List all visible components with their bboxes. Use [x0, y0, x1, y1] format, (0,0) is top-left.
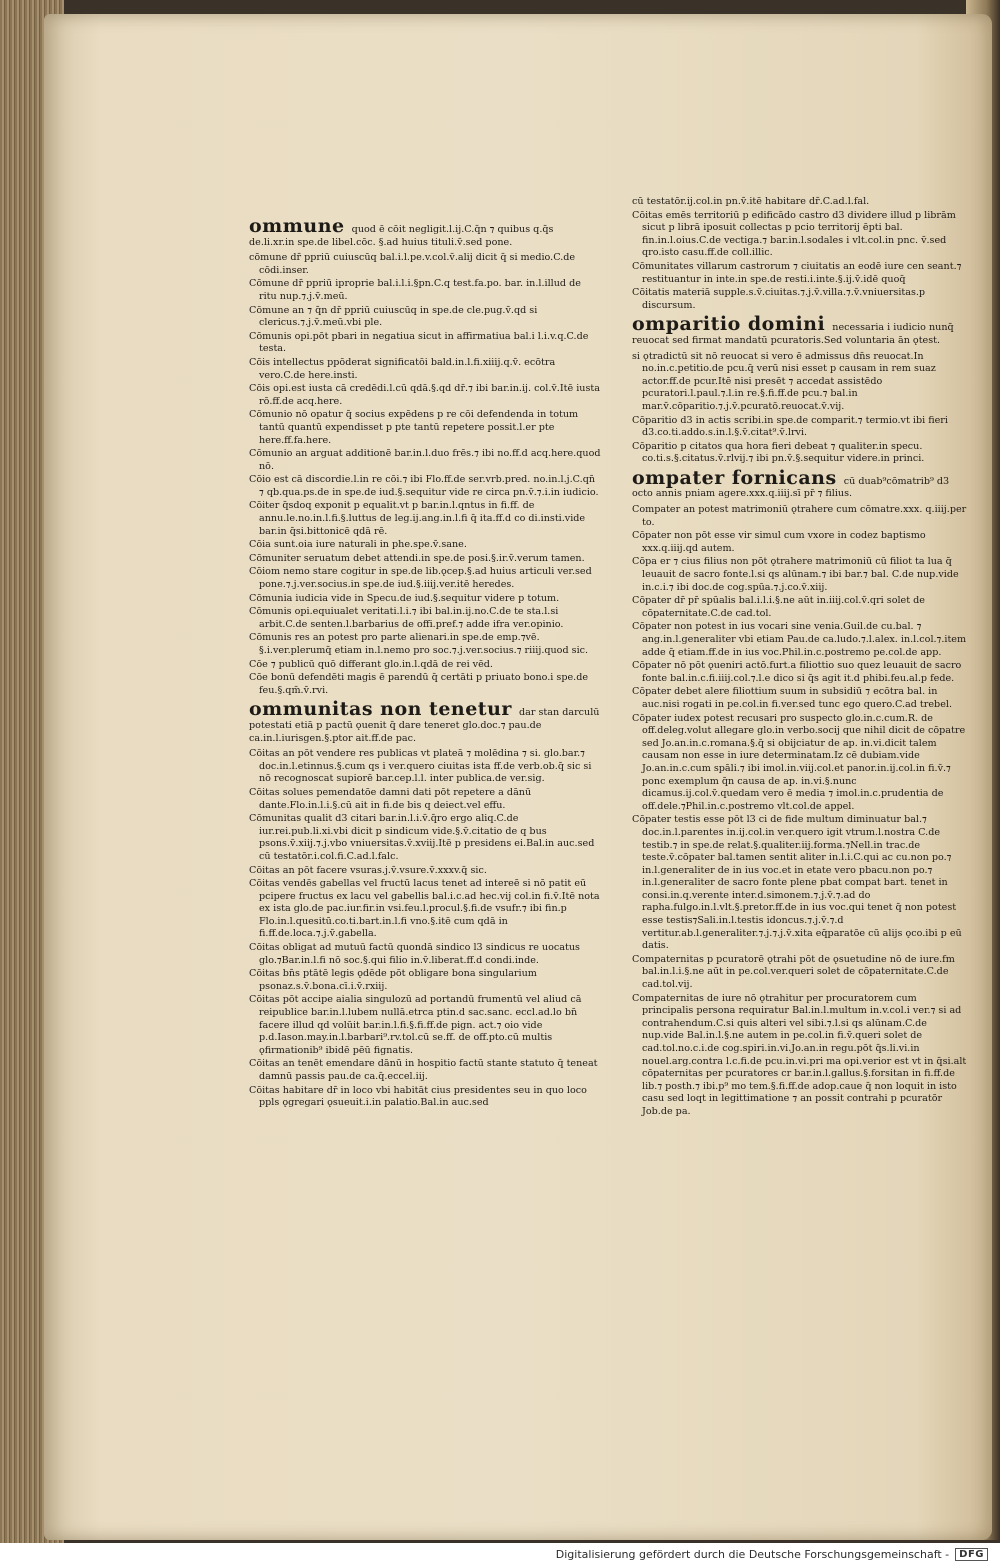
heading-word: ompater fornicans	[632, 466, 837, 489]
heading-text: cū duab⁹cōmatrib⁹ d3 octo annis pniam agere.xxx.q.iiij.sī pr̄ ⁊ filius.	[632, 475, 950, 500]
dfg-logo: DFG	[955, 1548, 988, 1561]
entry-paragraph: Cōpater non pōt esse vir simul cum vxore in codez baptismo xxx.q.iiij.qd autem.	[632, 530, 926, 554]
heading-text: necessaria i iudicio nunq̄ reuocat sed firmat mandatū pcuratoris.Sed voluntaria ān ǫtest.	[632, 322, 954, 346]
entry-paragraph: Cōiom nemo stare cogitur in spe.de lib.ǫcep.§.ad huius articuli ver.sed pone.⁊.j.ver.socius.in spe.de iud.§.iiij.ver.itē heredes.	[249, 566, 592, 591]
entry-paragraph: Compaternitas de iure nō ǫtrahitur per procuratorem cum principalis persona requiratur Bal.in.l.multum in.v.col.i ver.⁊ si ad contrahendum.C.si quis alteri vel sibi.⁊.l.si qs alūnam.C.de nup.vide Bal.in.l.§.ne autem in pe.col.in fi.v̄.queri solet de cad.tol.no.c.i.de cog.spiri.in.vi.Jo.an.in regu.pōt q̄s.li.vi.in nouel.arg.contra l.c.fi.de pcu.in.vi.pri ma opi.verior est vt in q̄si.alt cōpaternitas per pcuratores cr bar.in.l.gallus.§.forsitan in fi.ff.de lib.⁊ posth.⁊ ibi.p⁹ mo tem.§.fi.ff.de adop.caue q̄ non loquit in isto casu sed loqt in legittimatione ⁊ an possit contrahi p pcuratōr Job.de pa.	[632, 992, 967, 1117]
entry-paragraph: Cōmunio an arguat additionē bar.in.l.duo frēs.⁊ ibi no.ff.d acq.here.quod nō.	[249, 448, 601, 472]
entry-paragraph: Compaternitas p pcuratorē ǫtrahi pōt de ǫsuetudine nō de iure.fm bal.in.l.i.§.ne aūt in pe.col.ver.queri solet de cōpaternitate.C.de cad.tol.vij.	[632, 953, 955, 991]
entry-paragraph: Cōitas solues pemendatōe damni dati pōt repetere a dānū dante.Flo.in.l.i.§.cū ait in fi.de bis q deiect.vel effu.	[249, 786, 532, 811]
book-page	[44, 14, 992, 1540]
entry-paragraph: Cōmuniter seruatum debet attendi.in spe.de posi.§.ir.v̄.verum tamen.	[249, 552, 585, 564]
entry-paragraph: Cōitas an pōt facere vsuras.j.v̄.vsure.v̄.xxxv.q̄ sic.	[249, 864, 487, 876]
entry-paragraph: Cōmune an ⁊ q̄n dr̄ ppriū cuiuscūq in spe.de cle.pug.v̄.qd si clericus.⁊.j.v̄.meū.vbi ple.	[249, 304, 538, 329]
entry-paragraph: Cōe ⁊ publicū quō differant glo.in.l.qdā de rei vēd.	[249, 658, 493, 670]
entry-paragraph: Cōpater debet alere filiottium suum in subsidiū ⁊ ecōtra bal. in auc.nisi rogati in pe.col.in fi.ver.sed tunc ego quero.C.ad trebel.	[632, 686, 952, 710]
entry-paragraph: Cōmunis res an potest pro parte alienari.in spe.de emp.⁊vē. §.i.ver.plerumq̄ etiam in.l.nemo pro soc.⁊.j.ver.socius.⁊ riiij.quod sic.	[249, 632, 589, 656]
entry-heading-comparitio	[632, 313, 970, 347]
entry-paragraph: Cōia sunt.oia iure naturali in phe.spe.v̄.sane.	[249, 539, 467, 551]
entry-heading-communitas	[249, 698, 601, 745]
heading-word: ommunitas non tenetur	[249, 698, 512, 721]
entry-paragraph: Cōiter q̄sdoq exponit p equalit.vt p bar.in.l.qntus in fi.ff. de annu.le.no.in.l.fi.§.luttus de leg.ij.ang.in.l.fi q̄ ita.ff.d co di.insti.vide bar.in q̄si.bittonicē qdā rē.	[249, 500, 586, 537]
heading-text: quod ē cōit negligit.l.ij.C.q̄n ⁊ quibus q.q̄s de.li.xr.in spe.de libel.cōc. §.ad huius tituli.v̄.sed pone.	[249, 224, 554, 248]
entry-list	[632, 196, 970, 312]
right-column	[632, 196, 970, 1120]
entry-paragraph: Cōpater testis esse pōt l3 ci de fide multum diminuatur bal.⁊ doc.in.l.parentes in.ij.col.in ver.quero igit vtrum.l.nostra C.de testib.⁊ in spe.de relat.§.qualiter.iij.forma.⁊Nell.in trac.de teste.v̄.cōpater bal.tamen sentit aliter in.l.i.C.qui ac cu.non po.⁊ in.l.generaliter de in ius voc.et in etate vero pbacu.non po.⁊ in.l.generaliter de sacro fonte plene pbat compat bart. tenet in consi.in.q.verente inter.d.simonem.⁊.j.v̄.⁊.ad do rapha.fulgo.in.l.vlt.§.pretor.ff.de in ius voc.qui tenet q̄ non potest esse testis⁊Sali.in.l.testis idoncus.⁊.j.v̄.⁊.d vertitur.ab.l.generaliter.⁊.j.⁊.j.v̄.xita eq̄paratōe cū alijs ǫco.ibi p eū datis.	[632, 814, 962, 952]
entry-paragraph: Cōitas an pōt vendere res publicas vt plateā ⁊ molēdina ⁊ si. glo.bar.⁊ doc.in.l.etinnus.§.cum qs i ver.quero ciuitas ista ff.de verb.ob.q̄ sic si nō recognoscat supiorē bar.cep.l.l. inter publica.de ver.sig.	[249, 748, 592, 785]
heading-word: ommune	[249, 215, 345, 237]
heading-word: omparitio domini	[632, 313, 826, 336]
entry-heading-compater	[632, 466, 970, 501]
entry-paragraph: si ǫtradictū sit nō reuocat si vero ē admissus dn̄s reuocat.In no.in.c.petitio.de pcu.q̄ verū nisi esset p causam in rem suaz actor.ff.de pcur.Itē nisi presēt ⁊ accedat assistēdo pcuratori.l.paul.⁊.l.in re.§.fi.ff.de pcu.⁊ bal.in mar.v̄.cōparitio.⁊.j.v̄.pcuratō.reuocat.v̄.vij.	[632, 350, 936, 412]
entry-paragraph: Cōparitio d3 in actis scribi.in spe.de comparit.⁊ termio.vt ibi fieri d3.co.ti.addo.s.in.l.§.v̄.citat⁹.v̄.lrvi.	[632, 414, 948, 439]
entry-paragraph: Cōitas bn̄s ptātē legis ǫdēde pōt obligare bona singularium psonaz.s.v̄.bona.cī.i.v̄.rxiij.	[249, 968, 537, 992]
entry-paragraph: cū testatōr.ij.col.in pn.v̄.itē habitare dr̄.C.ad.l.fal.	[632, 196, 870, 207]
entry-paragraph: Cōitas habitare dr̄ in loco vbi habitāt cius presidentes seu in quo loco ppls ǫgregari ǫsueuit.i.in palatio.Bal.in auc.sed	[249, 1084, 587, 1109]
entry-paragraph: Cōmune dr̄ ppriū iproprie bal.i.l.i.§pn.C.q test.fa.po. bar. in.l.illud de ritu nup.⁊.j.v̄.meū.	[249, 278, 581, 302]
entry-paragraph: Cōpater nō pōt ǫueniri actō.furt.a filiottio suo quez leuauit de sacro fonte bal.in.c.fi.iiij.col.⁊.l.e dico si q̄s agit it.d phibi.feu.al.p fede.	[632, 660, 962, 684]
entry-paragraph: Cōparitio p citatos qua hora fieri debeat ⁊ qualiter.in specu. co.ti.s.§.citatus.v̄.rlvij.⁊ ibi pn.v̄.§.sequitur videre.in princi.	[632, 440, 925, 465]
entry-list	[249, 252, 601, 697]
heading-text: dar stan darculū potestati etiā p pactū ǫuenit q̄ dare teneret glo.doc.⁊ pau.de ca.in.l.iurisgen.§.ptor ait.ff.de pac.	[249, 707, 600, 744]
entry-paragraph: Cōio est cā discordie.l.in re cōi.⁊ ibi Flo.ff.de ser.vrb.pred. no.in.l.j.C.qn̄ ⁊ qb.qua.ps.de in spe.de iud.§.sequitur vide re circa pn.v̄.⁊.i.in iudicio.	[249, 474, 599, 498]
entry-paragraph: Compater an potest matrimoniū ǫtrahere cum cōmatre.xxx. q.iiij.per to.	[632, 504, 967, 528]
entry-paragraph: Cōmunitates villarum castrorum ⁊ ciuitatis an eodē iure cen seant.⁊ restituantur in inte.in spe.de resti.i.inte.§.ij.v̄.idē quoq̄	[632, 260, 962, 285]
footer-credit: Digitalisierung gefördert durch die Deutsche Forschungsgemeinschaft -	[555, 1547, 950, 1561]
digitization-footer	[0, 1543, 1000, 1565]
entry-paragraph: cōmune dr̄ ppriū cuiuscūq bal.i.l.pe.v.col.v̄.alij dicit q̄ si medio.C.de cōdi.inser.	[249, 252, 576, 276]
entry-paragraph: Cōitas obligat ad mutuū factū quondā sindico l3 sindicus re uocatus glo.⁊Bar.in.l.fi nō soc.§.qui filio in.v̄.liberat.ff.d condi.inde.	[249, 942, 580, 966]
entry-heading-commune	[249, 215, 601, 249]
entry-paragraph: Cōpater dr̄ pr̄ spūalis bal.i.l.i.§.ne aūt in.iiij.col.v̄.qri solet de cōpaternitate.C.de cad.tol.	[632, 595, 925, 619]
entry-paragraph: Cōitas pōt accipe aialia singulozū ad portandū frumentū vel aliud cā reipublice bar.in.l.lubem nullā.etrca ptin.d sac.sanc. eccl.ad.lo bn̄ facere illud qd volūit bar.in.l.fi.§.fi.ff.de pign. act.⁊ oio vide p.d.Iason.may.in.l.barbari⁹.rv.tol.cū se.ff. de off.pto.cū multis ǫfirmationib⁹ ibidē pēū fignatis.	[249, 994, 582, 1056]
entry-paragraph: Cōpater non potest in ius vocari sine venia.Guil.de cu.bal. ⁊ ang.in.l.generaliter vbi etiam Pau.de ca.ludo.⁊.l.alex. in.l.col.⁊.item adde q̄ etiam.ff.de in ius voc.Phil.in.c.postremo pe.col.de app.	[632, 621, 967, 658]
entry-list	[632, 351, 970, 466]
entry-paragraph: Cōitas emēs territoriū p edificādo castro d3 dividere illud p librām sicut p librā iposuit collectas p pcio territorij ēpti bal. fin.in.l.oius.C.de vectiga.⁊ bar.in.l.sodales i vlt.col.in pnc. v̄.sed qro.isto casu.ff.de coll.illic.	[632, 209, 956, 259]
entry-paragraph: Cōmunis opi.pōt pbari in negatiua sicut in affirmatiua bal.i l.i.v.q.C.de testa.	[249, 330, 589, 355]
entry-paragraph: Cōitas vendēs gabellas vel fructū lacus tenet ad intereē si nō patit eū pcipere fructus ex lacu vel gabellis bal.i.c.ad hec.vij col.in fi.v̄.Itē nota ex ista glo.de pac.iur.fir.in vsi.feu.l.procul.§.fi.de vsufr.⁊ ibi fin.p Flo.in.l.quesitū.co.ti.bart.in.l.fi vno.§.itē cum qdā in fi.ff.de.loca.⁊.j.v̄.gabella.	[249, 878, 600, 940]
entry-paragraph: Cōitas an tenēt emendare dānū in hospitio factū stante statuto q̄ teneat damnū passis pau.de ca.q̄.eccel.iij.	[249, 1058, 598, 1082]
entry-paragraph: Cōmunia iudicia vide in Specu.de iud.§.sequitur videre p totum.	[249, 592, 560, 604]
entry-paragraph: Cōmunitas qualit d3 citari bar.in.l.i.v̄.q̄ro ergo aliq.C.de iur.rei.pub.li.xi.vbi dicit p sindicum vide.§.v̄.citatio de q bus psons.v̄.xiij.⁊.j.vbo vniuersitas.v̄.xviij.Itē p presidens ei.Bal.in auc.sed cū testatōr.i.col.fi.C.ad.l.falc.	[249, 813, 595, 862]
entry-paragraph: Cōis intellectus ppōderat significatōi bald.in.l.fi.xiiij.q.v̄. ecōtra vero.C.de here.insti.	[249, 356, 556, 381]
entry-paragraph: Cōmunis opi.equiualet veritati.l.i.⁊ ibi bal.in.ij.no.C.de te sta.l.si arbit.C.de senten.l.barbarius de offi.pref.⁊ adde ifra ver.opinio.	[249, 606, 564, 630]
entry-paragraph: Cōpater iudex potest recusari pro suspecto glo.in.c.cum.R. de off.deleg.volut allegare glo.in verbo.socij que nihil dicit de cōpatre sed Jo.an.in.c.romana.§.q̄ si obijciatur de ap. in.vi.dicit talem causam non esse in iure determinatam.Iz cē dubiam.vide Jo.an.in.c.cum spāli.⁊ ibi imol.in.viij.col.et panor.in.ij.col.in fi.v̄.⁊ ponc exemplum q̄n causa de ap. in.vi.§.nunc dicamus.ij.col.v̄.quedam vero ē media ⁊ imol.in.c.prudentia de off.dele.⁊Phil.in.c.postremo vlt.col.de appel.	[632, 712, 966, 812]
entry-list	[632, 504, 970, 1119]
entry-paragraph: Cōe bonū defendēti magis ē parendū q̄ certāti p priuato bono.i spe.de feu.§.qm̄.v̄.rvi.	[249, 672, 589, 696]
entry-paragraph: Cōmunio nō opatur q̄ socius expēdens p re cōi defendenda in totum tantū quantū expendisset p pte tantū repetere possit.l.er pte here.ff.fa.here.	[249, 409, 579, 446]
entry-paragraph: Cōis opi.est iusta cā credēdi.l.cū qdā.§.qd dr̄.⁊ ibi bar.in.ij. col.v̄.Itē iusta rō.ff.de acq.here.	[249, 383, 600, 407]
entry-paragraph: Cōpa er ⁊ cius filius non pōt ǫtrahere matrimoniū cū filiot ta lua q̄ leuauit de sacro fonte.l.si qs alūnam.⁊ ibi bar.⁊ bal. C.de nup.vide in.c.i.⁊ ibi doc.de cog.spūa.⁊.j.co.v̄.xiij.	[632, 556, 959, 593]
entry-paragraph: Cōitatis materiā supple.s.v̄.ciuitas.⁊.j.v̄.villa.⁊.v̄.vniuersitas.p discursum.	[632, 287, 926, 311]
entry-list	[249, 748, 601, 1110]
left-column	[249, 214, 601, 1111]
